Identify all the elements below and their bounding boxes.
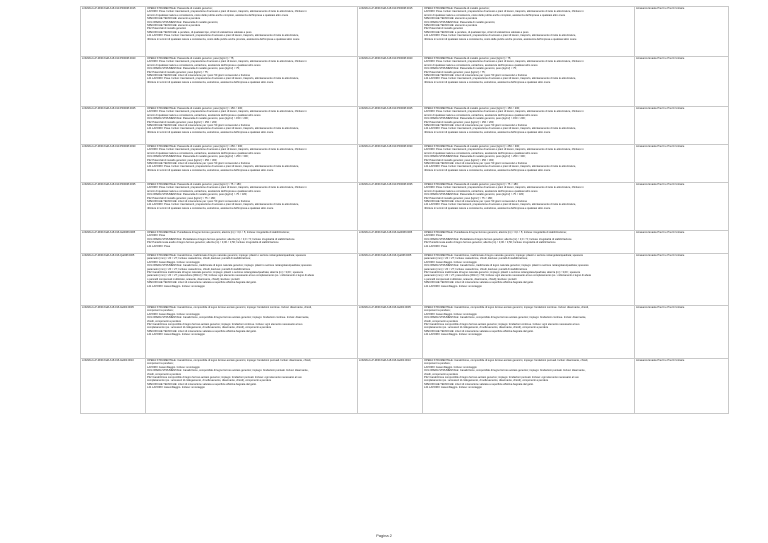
description-cell[interactable] xyxy=(146,145,358,183)
description-line: O31.OPERA STRUMENTALE: Passerella di metallo generico; peso [kg/m²] > 250 < 300; xyxy=(424,155,526,159)
code-cell[interactable]: LOM18-2-LP-RN6.PaM.A18.010.P00008.0025 xyxy=(81,107,146,145)
description-cell-copy[interactable] xyxy=(423,254,635,306)
description-line: rifiniture in termini di qualsiasi natura e consistenza, estrazione, assistenza dell'impresa e qualsiasi altro onere xyxy=(147,80,274,84)
description-line: LAVORO: Posa. Inclusi: tracciamenti, preparazione di accessi e piani di lavoro, trasporto, allontanamento di tutte le attrezzature, rifiniture in xyxy=(424,60,584,64)
description-line: P22 Potenziali di metallo generico; peso [kg/m²] < 75; xyxy=(147,70,209,74)
description-line: O31.OPERA STRUMENTALE: Passerella di metallo generico; peso [kg/m²] > 150 < 200; xyxy=(147,117,249,121)
description-line: OPERA STRUMENTALE: Passerella di metallo generico; peso [kg/m²] > 250 < 300; xyxy=(424,145,520,148)
description-line: completamento (es.: accessori di collegamento, di sollevamento, disarmante, chiodi), componenti a pendere xyxy=(147,379,272,383)
description-line: SPECIFICHE TECNICHE: criteri di misurazione per i pesi: 50 giorni consecutivi e frazione xyxy=(147,124,251,128)
description-line: chiodi, componenti a pendere xyxy=(147,372,182,376)
description-line: P22 Potenziali di metallo generico; peso [kg/m²] > 250 < 300; xyxy=(424,158,495,162)
description-line: o pannelli compensati multistrato, scaserie, disarmante, chiodi); Escluso: puntelli xyxy=(147,277,240,281)
description-line: O31.OPERA STRUMENTALE: Canalizzione, componibile di legno ferroso acciaio generico; impiego: fondazioni puntuali. Inclusi: disarmante, xyxy=(147,369,309,373)
description-line: rifiniture in termini di qualsiasi natura e consistenza, estrazione, assistenza dell'impresa e qualsiasi altro onere xyxy=(424,206,551,210)
description-line: LAVORO: Posa. Inclusi: tracciamenti, preparazione di accessi e piani di lavoro, trasporto, allontanamento di tutte le attrezzature, rifiniture in xyxy=(147,110,307,114)
table-row xyxy=(81,306,729,359)
description-line: SPECIFICHE TECNICHE: criteri di misurazione per i pesi: 50 giorni consecutivi e frazione xyxy=(147,74,251,78)
description-line: O31.OPERA STRUMENTALE: Passerella di metallo generico; xyxy=(147,20,219,24)
description-line: O31.OPERA STRUMENTALE: Canalizzione, tradizionale di legno naturale generico; impiego: pilastri o sezione rettangolare/quadrata; spessore xyxy=(147,264,312,268)
description-line: SPECIFICHE TECNICHE: criteri di misurazione per i pesi: 50 giorni consecutivi e frazione xyxy=(424,162,528,166)
description-cell[interactable] xyxy=(146,254,358,306)
description-line: termini di qualsiasi natura e consistenza, estrazione, assistenza dell'impresa e qualsiasi altro onere xyxy=(424,63,538,67)
source-cell[interactable]: Arrasanze Enaola Prezzi e Prezzi Unitarie xyxy=(635,145,729,183)
description-line: LAVORO: Assemblaggio. Incluso: smontaggio xyxy=(424,312,477,316)
description-line: L41 LAVORO: Assemblaggio. Incluso: smontaggio xyxy=(424,333,482,337)
description-line: SPECIFICHE TECNICHE: a pendere, di qualsiasi tipo, criteri di valutazione valutate a peso xyxy=(424,30,529,34)
page-footer: Pagina 2 xyxy=(376,533,392,538)
description-line: LAVORO: Assemblaggio. Incluso: smontaggio xyxy=(424,365,477,369)
description-cell[interactable] xyxy=(146,183,358,231)
source-cell[interactable]: Arrasanze Enaola Prezzi e Prezzi Unitarie xyxy=(635,57,729,107)
description-line: P22 Canalizzione tradizionale di legno naturale generico; impiego: pilastri o sezione rettangolare/quadrata; altezza [m] < 3,00 ; spessore xyxy=(424,271,581,275)
description-line: termini di qualsiasi natura e consistenza, costo delle pulizie anche completo, assistenza dell'impresa e qualsiasi altro onere xyxy=(424,13,566,17)
code-cell-copy[interactable]: LOM18-2-LP-RN6.PaM.A18.010.P00008.0030 xyxy=(358,145,423,183)
description-line: P22 Potenziali di metallo generico; peso [kg/m²] > 150 < 200; xyxy=(424,120,495,124)
code-cell-copy[interactable]: LOM18-2-LP-RN6.PaM.A18.016.0a003.0010 xyxy=(358,359,423,414)
description-line: rifiniture in termini di qualsiasi natura e consistenza, estrazione, assistenza dell'impresa e qualsiasi altro onere xyxy=(424,80,551,84)
table-row xyxy=(81,57,729,107)
description-line: LAVORO: Posa. Inclusi: tracciamenti, preparazione di accessi e piani di lavoro, trasporto, allontanamento di tutte le attrezzature, rifiniture in xyxy=(147,10,307,14)
description-line: rifiniture in termini di qualsiasi natura e consistenza, estrazione, assistenza dell'impresa e qualsiasi altro onere xyxy=(147,168,274,172)
description-cell[interactable] xyxy=(146,306,358,359)
spreadsheet-table xyxy=(80,6,729,414)
table-row xyxy=(81,231,729,254)
description-line: P22 Canalizzione componibile di legno ferroso acciaio generico; impiego: fondazioni continue. Incluso: ogni elemento necessario al suo xyxy=(147,323,303,327)
description-line: SPECIFICHE TECNICHE: criteri di misurazione valutata a superficie effettiva bagnata dal getto. xyxy=(424,281,534,285)
description-line: rifiniture in termini di qualsiasi natura e consistenza, estrazione, assistenza dell'impresa e qualsiasi altro onere xyxy=(147,130,274,134)
description-line: O31.OPERA STRUMENTALE: Canalizzione, componibile di legno ferroso acciaio generico; impiego: fondazioni continue. Inclusi: disarmante, xyxy=(147,316,310,320)
description-cell[interactable] xyxy=(146,107,358,145)
description-line: O31.OPERA STRUMENTALE: Passerella di metallo generico; peso [kg/m²] > 150 < 200; xyxy=(424,117,526,121)
description-line: LAVORO: Assemblaggio. Incluso: smontaggio xyxy=(147,260,200,264)
description-line: L41 LAVORO: Posa. Inclusi: tracciamenti, preparazione di accessi e piani di lavoro, trasporto, allontanamento di tutte le attrezzature, xyxy=(424,165,577,169)
source-cell[interactable]: Arrasanze Enaola Prezzi e Prezzi Unitarie xyxy=(635,107,729,145)
description-line: L41 LAVORO: Posa. Inclusi: tracciamenti, preparazione di accessi e piani di lavoro, trasporto, allontanamento di tutte le attrezzature, xyxy=(424,34,577,38)
description-line: SPECIFICHE TECNICHE: criteri di misurazione per i pesi: 50 giorni consecutivi e frazione xyxy=(147,200,251,204)
description-line: componenti a pendere; xyxy=(147,309,174,313)
description-line: parametro [mm] < 20 < 27; presunzione [00/m²] < 50; Inclusa: ogni elemento necessario al suo completamento (es.: collocamenti o legno di abete xyxy=(147,274,315,278)
description-line: LAVORO: Assemblaggio. Incluso: smontaggio xyxy=(424,260,477,264)
description-cell-copy[interactable] xyxy=(423,57,635,107)
source-cell[interactable]: Arrasanze Enaola Prezzi e Prezzi Unitarie xyxy=(635,254,729,306)
description-line: P22 Potenziali di metallo generico xyxy=(424,27,464,31)
description-line: OPERA STRUMENTALE: Canalizzione, tradizionale di legno naturale generico; impiego: pilastri o sezione rettangolare/quadrata; spessore xyxy=(424,254,584,257)
description-line: O31.OPERA STRUMENTALE: Passerella di metallo generico; peso [kg/m²] > 250 < 300; xyxy=(147,155,249,159)
description-line: O31.OPERA STRUMENTALE: Canalizzione, componibile di legno ferroso acciaio generico; impiego: fondazioni puntuali. Inclusi: disarmante, xyxy=(424,369,586,373)
description-line: termini di qualsiasi natura e consistenza, estrazione, assistenza dell'impresa e qualsiasi altro onere xyxy=(147,63,261,67)
description-line: LAVORO: Posa. Inclusi: tracciamenti, preparazione di accessi e piani di lavoro, trasporto, allontanamento di tutte le attrezzature, rifiniture in xyxy=(424,186,584,190)
description-line: SPECIFICHE TECNICHE: a pendere, di qualsiasi tipo, criteri di valutazione valutate a peso xyxy=(147,30,252,34)
description-line: L41 LAVORO: Posa. Inclusi: tracciamenti, preparazione di accessi e piani di lavoro, trasporto, allontanamento di tutte le attrezzature, xyxy=(147,34,300,38)
code-cell-copy[interactable]: LOM18-2-LP-RN6.PaM.A18.016.0a003.0005 xyxy=(358,306,423,359)
description-line: O31.OPERA STRUMENTALE: Passerella di metallo generico; peso [kg/m²] < 75; xyxy=(147,67,240,71)
description-line: P22 Canalizzione componibile di legno ferroso acciaio generico; impiego: fondazioni puntuali. Incluso: ogni elemento necessario al suo xyxy=(147,376,302,380)
description-line: SPECIFICHE TECNICHE: criteri di misurazione valutata a superficie effettiva bagnata dal getto. xyxy=(424,382,534,386)
code-cell[interactable]: LOM18-2-LP-RN6.PaM.A18.010.P00008.0030 xyxy=(81,145,146,183)
source-cell[interactable]: Arrasanze Enaola Prezzi e Prezzi Unitarie xyxy=(635,231,729,254)
source-cell[interactable]: Arrasanze Enaola Prezzi e Prezzi Unitarie xyxy=(635,359,729,414)
code-cell[interactable]: LOM18-2-LP-RN6.PaM.A18.016.0a0008.0005 xyxy=(81,231,146,254)
description-line: P22 Potenziali di metallo generico; peso [kg/m²] > 75 < 180; xyxy=(147,196,216,200)
table-body xyxy=(81,7,729,414)
description-line: parametro [mm] < 20 < 27; Inclusa: casseforme, chiodi, Escluso: puntelli di stabilizzazione xyxy=(147,267,251,271)
description-line: P22 Potenziali di metallo generico; peso [kg/m²] > 250 < 300; xyxy=(147,158,218,162)
description-line: O31.OPERA STRUMENTALE: Canalizzione, tradizionale di legno naturale generico; impiego: pilastri o sezione rettangolare/quadrata; spessore xyxy=(424,264,589,268)
description-line: O31.OPERA STRUMENTALE: Passerella di metallo generico; peso [kg/m²] > 75 < 180; xyxy=(147,193,247,197)
description-line: chiodi, componenti a pendere xyxy=(147,319,182,323)
description-line: P22 Potenziali di metallo generico xyxy=(147,27,187,31)
description-line: SPECIFICHE TECNICHE: criteri di misurazione per i pesi: 50 giorni consecutivi e frazione xyxy=(147,162,251,166)
description-line: OPERA STRUMENTALE: Passerella di metallo generico; xyxy=(147,7,213,10)
description-line: L41 LAVORO: Posa. Inclusi: tracciamenti, preparazione di accessi e piani di lavoro, trasporto, allontanamento di tutte le attrezzature, xyxy=(147,165,300,169)
description-line: termini di qualsiasi natura e consistenza, estrazione, assistenza dell'impresa e qualsiasi altro onere xyxy=(147,189,261,193)
description-line: OPERA STRUMENTALE: Puntellatura di legno ferroso generico; altezza [m] < 3,0 < 5; Inclusa: irregolarità di stabilizzazione; xyxy=(147,231,290,234)
description-line: rifiniture in termini di qualsiasi natura e consistenza, costo delle pulizie anche previste, assistenza dell'impresa e qualsiasi altro onere xyxy=(147,37,300,41)
description-line: OPERA STRUMENTALE: Passerella di metallo generico; peso [kg/m²] > 75 < 180; xyxy=(147,183,242,186)
code-cell-copy[interactable]: LOM18-2-LP-RN6.PaM.A18.010.P00008.0020 xyxy=(358,57,423,107)
description-line: OPERA STRUMENTALE: Canalizzione, componibile di legno ferroso acciaio generico; impiego: fondazioni continue. Inclusi: disarmante, chiodi, xyxy=(424,306,589,309)
code-cell[interactable]: LOM18-2-LP-RN6.PaM.A18.010.P00008.0035 xyxy=(81,183,146,231)
description-line: P22 Puntello testa anello di legno ferroso generico; altezza [m] < 3,00 < 3,50; Inclusa: irregolarità di stabilizzazione xyxy=(147,241,279,245)
description-line: L41 LAVORO: Posa xyxy=(424,244,448,248)
description-line: LAVORO: Posa. Inclusi: tracciamenti, preparazione di accessi e piani di lavoro, trasporto, allontanamento di tutte le attrezzature, rifiniture in xyxy=(147,186,307,190)
description-line: componenti a pendere; xyxy=(424,309,451,313)
description-line: SPECIFICHE TECNICHE: elementi a pendere xyxy=(147,17,201,21)
description-line: O31.OPERA STRUMENTALE: Passerella di metallo generico; peso [kg/m²] < 75; xyxy=(424,67,517,71)
description-line: parametro [mm] < 20 < 27; Inclusa: casseforme, chiodi, Escluso: puntelli di stabilizzazione; xyxy=(147,257,251,261)
description-line: P22 Potenziali di metallo generico; peso [kg/m²] > 75 < 180; xyxy=(424,196,493,200)
code-cell[interactable]: LOM18-2-LP-RN6.PaM.A18.016.0a003.0010 xyxy=(81,359,146,414)
description-cell[interactable] xyxy=(146,57,358,107)
description-line: OPERA STRUMENTALE: Passerella di metallo generico; peso [kg/m²] > 150 < 200; xyxy=(424,107,520,110)
description-line: L41 LAVORO: Posa. Inclusi: tracciamenti, preparazione di accessi e piani di lavoro, trasporto, allontanamento di tutte le attrezzature, xyxy=(147,77,300,81)
description-line: LAVORO: Posa. Inclusi: tracciamenti, preparazione di accessi e piani di lavoro, trasporto, allontanamento di tutte le attrezzature, rifiniture in xyxy=(424,110,584,114)
description-line: L41 LAVORO: Assemblaggio. Incluso: smontaggio xyxy=(147,333,205,337)
description-line: OPERA STRUMENTALE: Passerella di metallo generico; peso [kg/m²] < 75; xyxy=(424,57,512,60)
description-line: P22 Canalizzione componibile di legno ferroso acciaio generico; impiego: fondazioni continue. Incluso: ogni elemento necessario al suo xyxy=(424,323,580,327)
source-cell[interactable]: Arrasanze Enaola Prezzi e Prezzi Unitarie xyxy=(635,183,729,231)
description-line: OPERA STRUMENTALE: Puntellatura di legno ferroso generico; altezza [m] < 3,0 < 5; Inclusa: irregolarità di stabilizzazione; xyxy=(424,231,567,234)
description-line: SPECIFICHE TECNICHE: criteri di misurazione per i pesi: 50 giorni consecutivi e frazione xyxy=(424,74,528,78)
table-row xyxy=(81,359,729,414)
description-line: L41 LAVORO: Assemblaggio. Incluso: smontaggio xyxy=(147,284,205,288)
description-line: rifiniture in termini di qualsiasi natura e consistenza, estrazione, assistenza dell'impresa e qualsiasi altro onere xyxy=(424,130,551,134)
description-line: LAVORO: Posa. Inclusi: tracciamenti, preparazione di accessi e piani di lavoro, trasporto, allontanamento di tutte le attrezzature, rifiniture in xyxy=(424,10,584,14)
description-line: termini di qualsiasi natura e consistenza, estrazione, assistenza dell'impresa e qualsiasi altro onere xyxy=(424,189,538,193)
description-line: L41 LAVORO: Posa. Inclusi: tracciamenti, preparazione di accessi e piani di lavoro, trasporto, allontanamento di tutte le attrezzature, xyxy=(424,203,577,207)
description-cell-copy[interactable] xyxy=(423,7,635,57)
description-cell-copy[interactable] xyxy=(423,306,635,359)
description-line: termini di qualsiasi natura e consistenza, estrazione, assistenza dell'impresa e qualsiasi altro onere xyxy=(424,151,538,155)
description-cell-copy[interactable] xyxy=(423,359,635,414)
description-line: SPECIFICHE TECNICHE: criteri di misurazione per i pesi: 50 giorni consecutivi e frazione xyxy=(424,200,528,204)
description-cell-copy[interactable] xyxy=(423,183,635,231)
description-line: componenti a pendere; xyxy=(147,362,174,366)
description-line: LAVORO: Assemblaggio. Incluso: smontaggio xyxy=(147,312,200,316)
code-cell[interactable]: LOM18-2-LP-RN6.PaM.A18.010.P00008.0015 xyxy=(81,7,146,57)
code-cell-copy[interactable]: LOM18-2-LP-RN6.PaM.A18.010.P00008.0025 xyxy=(358,107,423,145)
description-line: SPECIFICHE TECNICHE: elementi a pendere xyxy=(424,24,478,28)
table-row xyxy=(81,107,729,145)
description-line: P22 Puntello testa anello di legno ferroso generico; altezza [m] < 3,00 < 3,50; Inclusa: irregolarità di stabilizzazione xyxy=(424,241,556,245)
code-cell-copy[interactable]: LOM18-2-LP-RN6.PaM.A18.010.P00008.0015 xyxy=(358,7,423,57)
description-line: termini di qualsiasi natura e consistenza, estrazione, assistenza dell'impresa e qualsiasi altro onere xyxy=(424,113,538,117)
description-line: LAVORO: Posa xyxy=(424,234,442,238)
description-line: P22 Canalizzione tradizionale di legno naturale generico; impiego: pilastri o sezione rettangolare/quadrata; altezza [m] < 3,00 ; spessore xyxy=(147,271,304,275)
description-line: OPERA STRUMENTALE: Passerella di metallo generico; peso [kg/m²] > 250 < 300; xyxy=(147,145,243,148)
description-line: L41 LAVORO: Assemblaggio. Incluso: smontaggio xyxy=(424,284,482,288)
code-cell-copy[interactable]: LOM18-2-LP-RN6.PaM.A18.016.0a0008.0005 xyxy=(358,231,423,254)
description-line: rifiniture in termini di qualsiasi natura e consistenza, estrazione, assistenza dell'impresa e qualsiasi altro onere xyxy=(147,206,274,210)
source-cell[interactable]: Arrasanze Enaola Prezzi e Prezzi Unitarie xyxy=(635,306,729,359)
description-line: OPERA STRUMENTALE: Passerella di metallo generico; peso [kg/m²] > 150 < 200; xyxy=(147,107,243,110)
code-cell[interactable]: LOM18-2-LP-RN6.PaM.A18.016.0a003.0005 xyxy=(81,306,146,359)
description-line: O31.OPERA STRUMENTALE: Canalizzione, componibile di legno ferroso acciaio generico; impiego: fondazioni continue. Inclusi: disarmante, xyxy=(424,316,587,320)
description-line: SPECIFICHE TECNICHE: criteri di misurazione valutata a superficie effettiva bagnata dal getto. xyxy=(147,281,257,285)
description-line: LAVORO: Posa. Inclusi: tracciamenti, preparazione di accessi e piani di lavoro, trasporto, allontanamento di tutte le attrezzature, rifiniture in xyxy=(147,60,307,64)
description-line: L41 LAVORO: Posa. Inclusi: tracciamenti, preparazione di accessi e piani di lavoro, trasporto, allontanamento di tutte le attrezzature, xyxy=(147,127,300,131)
description-line: SPECIFICHE TECNICHE: elementi a pendere xyxy=(147,24,201,28)
table-row xyxy=(81,183,729,231)
code-cell[interactable]: LOM18-2-LP-RN6.PaM.A18.010.P00008.0020 xyxy=(81,57,146,107)
code-cell-copy[interactable]: LOM18-2-LP-RN6.PaM.A18.016.Qa008.0005 xyxy=(358,254,423,306)
description-line: L41 LAVORO: Posa. Inclusi: tracciamenti, preparazione di accessi e piani di lavoro, trasporto, allontanamento di tutte le attrezzature, xyxy=(147,203,300,207)
description-line: termini di qualsiasi natura e consistenza, estrazione, assistenza dell'impresa e qualsiasi altro onere xyxy=(147,113,261,117)
description-line: P22 Potenziali di metallo generico; peso [kg/m²] > 150 < 200; xyxy=(147,120,218,124)
description-line: OPERA STRUMENTALE: Canalizzione, tradizionale di legno naturale generico; impiego: pilastri o sezione rettangolare/quadrata; spessore xyxy=(147,254,307,257)
code-cell-copy[interactable]: LOM18-2-LP-RN6.PaM.A18.010.P00008.0035 xyxy=(358,183,423,231)
description-line: rifiniture in termini di qualsiasi natura e consistenza, estrazione, assistenza dell'impresa e qualsiasi altro onere xyxy=(424,168,551,172)
description-line: o pannelli compensati multistrato, scaserie, disarmante, chiodi); Escluso: puntelli xyxy=(424,277,517,281)
description-line: chiodi, componenti a pendere xyxy=(424,372,459,376)
description-line: L41 LAVORO: Assemblaggio. Incluso: smontaggio xyxy=(147,386,205,390)
description-line: L41 LAVORO: Posa. Inclusi: tracciamenti, preparazione di accessi e piani di lavoro, trasporto, allontanamento di tutte le attrezzature, xyxy=(424,127,577,131)
description-line: SPECIFICHE TECNICHE: elementi a pendere xyxy=(424,17,478,21)
description-line: OPERA STRUMENTALE: Passerella di metallo generico; xyxy=(424,7,490,10)
description-line: completamento (es.: accessori di collegamento, di sollevamento, disarmante, chiodi), componenti a pendere xyxy=(424,326,549,330)
description-line: OPERA STRUMENTALE: Canalizzione, componibile di legno ferroso acciaio generico; impiego: fondazioni puntuali. Inclusi: disarmante, chiodi, xyxy=(147,359,312,362)
description-line: LAVORO: Posa. Inclusi: tracciamenti, preparazione di accessi e piani di lavoro, trasporto, allontanamento di tutte le attrezzature, rifiniture in xyxy=(424,148,584,152)
description-cell-copy[interactable] xyxy=(423,145,635,183)
description-cell[interactable] xyxy=(146,7,358,57)
description-cell[interactable] xyxy=(146,359,358,414)
description-line: O31.OPERA STRUMENTALE: Puntellatura di legno ferroso generico; altezza [m] < 3,0 < 5; Inclusa: irregolarità di stabilizzazione xyxy=(424,237,572,241)
description-line: SPECIFICHE TECNICHE: criteri di misurazione valutata a superficie effettiva bagnata dal getto. xyxy=(147,329,257,333)
description-line: completamento (es.: accessori di collegamento, di sollevamento, disarmante, chiodi), componenti a pendere xyxy=(147,326,272,330)
description-line: completamento (es.: accessori di collegamento, di sollevamento, disarmante, chiodi), componenti a pendere xyxy=(424,379,549,383)
description-line: rifiniture in termini di qualsiasi natura e consistenza, costo delle pulizie anche previste, assistenza dell'impresa e qualsiasi altro onere xyxy=(424,37,577,41)
description-line: parametro [mm] < 20 < 27; Inclusa: casseforme, chiodi, Escluso: puntelli di stabilizzazione xyxy=(424,267,528,271)
description-line: LAVORO: Posa. Inclusi: tracciamenti, preparazione di accessi e piani di lavoro, trasporto, allontanamento di tutte le attrezzature, rifiniture in xyxy=(147,148,307,152)
description-line: OPERA STRUMENTALE: Passerella di metallo generico; peso [kg/m²] > 75 < 180; xyxy=(424,183,519,186)
code-cell[interactable]: LOM18-2-LP-RN6.PaM.A18.016.Qa008.0005 xyxy=(81,254,146,306)
description-line: O31.OPERA STRUMENTALE: Puntellatura di legno ferroso generico; altezza [m] < 3,0 < 5; Inclusa: irregolarità di stabilizzazione xyxy=(147,237,295,241)
table-row xyxy=(81,7,729,57)
description-line: LAVORO: Posa xyxy=(147,234,165,238)
description-cell[interactable] xyxy=(146,231,358,254)
description-line: O31.OPERA STRUMENTALE: Passerella di metallo generico; peso [kg/m²] > 75 < 180; xyxy=(424,193,524,197)
description-line: parametro [mm] < 20 < 27; Inclusa: casseforme, chiodi, Escluso: puntelli di stabilizzazione; xyxy=(424,257,528,261)
description-line: O31.OPERA STRUMENTALE: Passerella di metallo generico; xyxy=(424,20,496,24)
description-cell-copy[interactable] xyxy=(423,107,635,145)
source-cell[interactable]: Arrasanze Enaola Prezzi e Prezzi Unitarie xyxy=(635,7,729,57)
table-row xyxy=(81,254,729,306)
description-line: SPECIFICHE TECNICHE: criteri di misurazione valutata a superficie effettiva bagnata dal getto. xyxy=(147,382,257,386)
description-line: P22 Canalizzione componibile di legno ferroso acciaio generico; impiego: fondazioni puntuali. Incluso: ogni elemento necessario al suo xyxy=(424,376,579,380)
description-line: termini di qualsiasi natura e consistenza, estrazione, assistenza dell'impresa e qualsiasi altro onere xyxy=(147,151,261,155)
description-line: chiodi, componenti a pendere xyxy=(424,319,459,323)
description-line: OPERA STRUMENTALE: Canalizzione, componibile di legno ferroso acciaio generico; impiego: fondazioni continue. Inclusi: disarmante, chiodi, xyxy=(147,306,312,309)
description-cell-copy[interactable] xyxy=(423,231,635,254)
description-line: componenti a pendere; xyxy=(424,362,451,366)
description-line: SPECIFICHE TECNICHE: criteri di misurazione per i pesi: 50 giorni consecutivi e frazione xyxy=(424,124,528,128)
description-line: OPERA STRUMENTALE: Canalizzione, componibile di legno ferroso acciaio generico; impiego: fondazioni puntuali. Inclusi: disarmante, chiodi, xyxy=(424,359,589,362)
description-line: P22 Potenziali di metallo generico; peso [kg/m²] < 75; xyxy=(424,70,486,74)
description-line: L41 LAVORO: Posa xyxy=(147,244,171,248)
description-line: L41 LAVORO: Assemblaggio. Incluso: smontaggio xyxy=(424,386,482,390)
description-line: parametro [mm] < 20 < 27; presunzione [00/m²] < 50; Inclusa: ogni elemento necessario al suo completamento (es.: collocamenti o legno di abete xyxy=(424,274,592,278)
description-line: OPERA STRUMENTALE: Passerella di metallo generico; peso [kg/m²] < 75; xyxy=(147,57,235,60)
description-line: L41 LAVORO: Posa. Inclusi: tracciamenti, preparazione di accessi e piani di lavoro, trasporto, allontanamento di tutte le attrezzature, xyxy=(424,77,577,81)
description-line: LAVORO: Assemblaggio. Incluso: smontaggio xyxy=(147,365,200,369)
description-line: termini di qualsiasi natura e consistenza, costo delle pulizie anche completo, assistenza dell'impresa e qualsiasi altro onere xyxy=(147,13,289,17)
table-row xyxy=(81,145,729,183)
description-line: SPECIFICHE TECNICHE: criteri di misurazione valutata a superficie effettiva bagnata dal getto. xyxy=(424,329,534,333)
